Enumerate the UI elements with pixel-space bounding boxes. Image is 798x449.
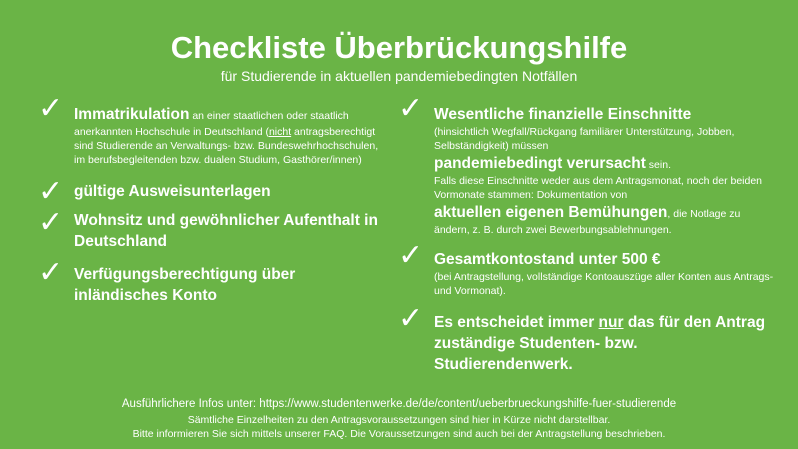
checkmark-icon: ✓ <box>398 92 424 125</box>
checklist-item-kontostand <box>398 241 778 298</box>
checkmark-icon: ✓ <box>398 302 424 335</box>
item-text: Verfügungsberechtigung über inländisches Konto <box>74 266 296 304</box>
item-text: Wohnsitz und gewöhnlicher Aufenthalt in Deutschland <box>74 212 378 250</box>
checkmark-icon: ✓ <box>398 239 424 272</box>
checklist-item-ausweis <box>38 175 388 208</box>
item-text: (hinsichtlich Wegfall/Rückgang familiärer Unterstützung, Jobben, Selbständigkeit) müssen <box>434 126 735 152</box>
right-checklist <box>398 94 778 375</box>
item-text-part: Falls diese Einschnitte weder aus dem Antragsmonat, noch der beiden Vormonate stammen: Dokumentation von <box>434 175 763 201</box>
checklist-item-einschnitte <box>398 94 778 237</box>
item-line <box>434 153 778 174</box>
page-title: Checkliste Überbrückungshilfe <box>170 30 628 65</box>
item-text-part: , die Notlage zu ändern, z. B. durch zwei Bewerbungsablehnungen. <box>434 208 741 236</box>
item-text: (bei Antragstellung, vollständige Kontoauszüge aller Konten aus Antrags- und Vormonat). <box>434 271 774 297</box>
item-text <box>434 174 778 237</box>
item-text-part: antragsberechtigt sind Studierende an Verwaltungs- bzw. Bundeswehrhochschulen, im berufsbegleitenden bzw. dualen Studium, Gasthörer/innen) <box>74 126 379 166</box>
checklist-item-immatrikulation <box>38 94 388 167</box>
checkmark-icon: ✓ <box>38 256 64 289</box>
checklist-item-konto <box>38 258 388 306</box>
item-text <box>434 304 778 375</box>
checkmark-icon: ✓ <box>38 206 64 239</box>
item-text <box>74 94 388 167</box>
checklist-item-wohnsitz <box>38 208 388 252</box>
item-text-part: das für den Antrag zuständige Studenten- bzw. Studierendenwerk. <box>434 314 766 373</box>
item-text-part: sein. <box>645 159 671 171</box>
item-heading: Wesentliche finanzielle Einschnitte <box>434 106 692 123</box>
item-text-part: an einer staatlichen oder staatlich anerkannten Hochschule in Deutschland ( <box>74 110 349 138</box>
checklist-item-zustaendigkeit <box>398 304 778 375</box>
item-bold: Immatrikulation <box>74 106 190 123</box>
checkmark-icon: ✓ <box>38 175 64 208</box>
item-heading: Gesamtkontostand unter 500 € <box>434 251 661 268</box>
item-text-part: Es entscheidet immer <box>434 314 599 331</box>
left-checklist <box>38 94 388 306</box>
item-bold: pandemiebedingt verursacht <box>434 155 646 172</box>
footer-note: Sämtliche Einzelheiten zu den Antragsvoraussetzungen sind hier in Kürze nicht darstellbar. <box>187 414 611 426</box>
checkmark-icon: ✓ <box>38 92 64 125</box>
page-subtitle: für Studierende in aktuellen pandemiebedingten Notfällen <box>220 68 578 84</box>
item-underlined: nicht <box>268 126 292 138</box>
item-text: gültige Ausweisunterlagen <box>74 183 271 200</box>
footer-note: Bitte informieren Sie sich mittels unserer FAQ. Die Voraussetzungen sind auch bei der Antragstellung beschrieben. <box>132 428 666 440</box>
footer-info-link[interactable]: Ausführlichere Infos unter: https://www.studentenwerke.de/de/content/ueberbrueckungshilfe-fuer-studierende <box>121 398 677 410</box>
item-underlined: nur <box>598 314 624 331</box>
item-bold: aktuellen eigenen Bemühungen <box>434 204 668 221</box>
